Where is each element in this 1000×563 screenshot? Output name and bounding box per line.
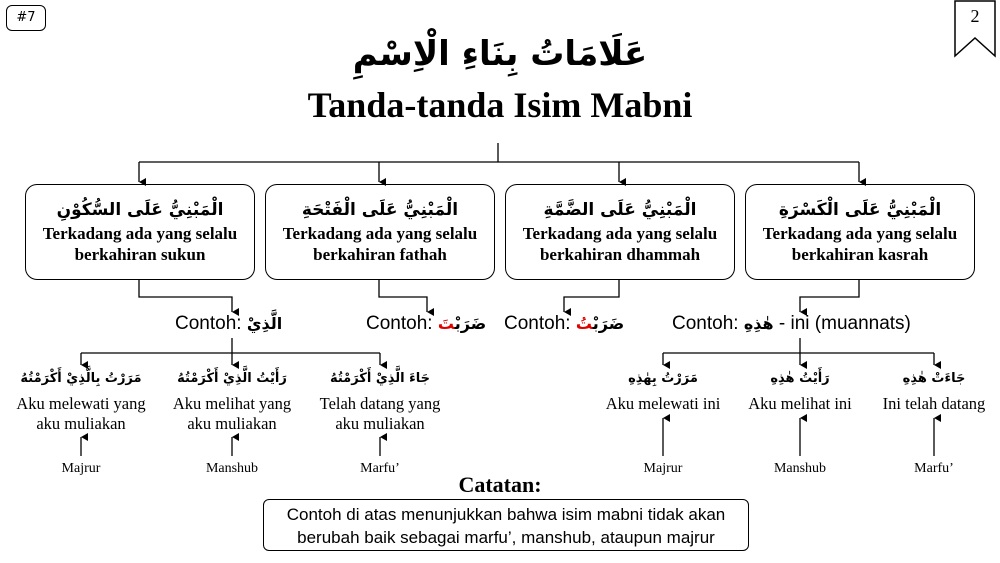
category-box-dhammah (505, 184, 735, 280)
example-arabic: رَأَيْتُ هٰذِهِ (770, 371, 830, 386)
example-arabic: مَرَرْتُ بِهٰذِهِ (628, 371, 698, 386)
contoh-fathah (366, 313, 486, 335)
example-translation: Telah datang yang aku muliakan (319, 394, 441, 433)
example-translation: Ini telah datang (882, 394, 986, 413)
contoh-dhammah (504, 313, 624, 335)
example-marfu-alladhi (308, 368, 452, 434)
example-manshub-hadhihi (735, 368, 865, 414)
contoh-word: ضَرَبْ (592, 314, 625, 333)
category-box-fathah (265, 184, 495, 280)
example-majrur-alladhi (5, 368, 157, 434)
contoh-word: هٰذِهِ (743, 314, 774, 333)
example-arabic: مَرَرْتُ بِالَّذِيْ أَكْرَمْتُهُ (20, 371, 142, 386)
note-box: Contoh di atas menunjukkan bahwa isim mabni tidak akan berubah baik sebagai marfu’, manshub, ataupun majrur (263, 499, 749, 551)
example-translation: Aku melewati yang aku muliakan (16, 394, 146, 433)
category-arabic: الْمَبْنِيُّ عَلَى الْكَسْرَةِ (778, 200, 942, 220)
category-desc: Terkadang ada yang selalu berkahiran fathah (282, 224, 478, 264)
contoh-suffix: - ini (muannats) (778, 313, 911, 334)
contoh-kasrah (672, 313, 911, 335)
example-translation: Aku melewati ini (605, 394, 721, 413)
category-box-kasrah (745, 184, 975, 280)
contoh-word: الَّذِيْ (246, 314, 283, 333)
case-label-majrur: Majrur (643, 461, 683, 476)
slide-number-badge: #7 (6, 5, 46, 31)
contoh-word: ضَرَبْ (454, 314, 487, 333)
example-arabic: رَأَيْتُ الَّذِيْ أَكْرَمْتُهُ (177, 371, 287, 386)
contoh-sukun (175, 313, 282, 335)
contoh-label: Contoh: (175, 313, 242, 334)
category-desc: Terkadang ada yang selalu berkahiran kasrah (762, 224, 958, 264)
contoh-word-ending: تَ (437, 314, 455, 333)
contoh-label: Contoh: (366, 313, 433, 334)
category-desc: Terkadang ada yang selalu berkahiran dhammah (522, 224, 718, 264)
example-arabic: جَاءَ الَّذِيْ أَكْرَمْتُهُ (329, 371, 431, 386)
case-label-manshub: Manshub (205, 461, 259, 476)
category-desc: Terkadang ada yang selalu berkahiran sukun (42, 224, 238, 264)
contoh-label: Contoh: (504, 313, 571, 334)
page-title: Tanda-tanda Isim Mabni (307, 85, 693, 125)
example-marfu-hadhihi (868, 368, 1000, 414)
category-arabic: الْمَبْنِيُّ عَلَى السُّكُوْنِ (56, 200, 224, 220)
example-manshub-alladhi (160, 368, 304, 434)
case-label-majrur: Majrur (61, 461, 101, 476)
example-translation: Aku melihat ini (748, 394, 852, 413)
arabic-title: عَلَامَاتُ بِنَاءِ الْاِسْمِ (352, 34, 648, 74)
category-box-sukun (25, 184, 255, 280)
example-arabic: جَاءَتْ هٰذِهِ (902, 371, 966, 386)
category-arabic: الْمَبْنِيُّ عَلَى الضَّمَّةِ (543, 200, 697, 220)
note-title: Catatan: (458, 472, 542, 497)
example-translation: Aku melihat yang aku muliakan (172, 394, 292, 433)
case-label-marfu: Marfu’ (914, 461, 954, 476)
case-label-manshub: Manshub (773, 461, 827, 476)
contoh-label: Contoh: (672, 313, 739, 334)
contoh-word-ending: تُ (575, 314, 593, 333)
page-number: 2 (970, 6, 980, 26)
category-arabic: الْمَبْنِيُّ عَلَى الْفَتْحَةِ (301, 200, 459, 220)
example-majrur-hadhihi (593, 368, 733, 414)
case-label-marfu: Marfu’ (360, 461, 400, 476)
